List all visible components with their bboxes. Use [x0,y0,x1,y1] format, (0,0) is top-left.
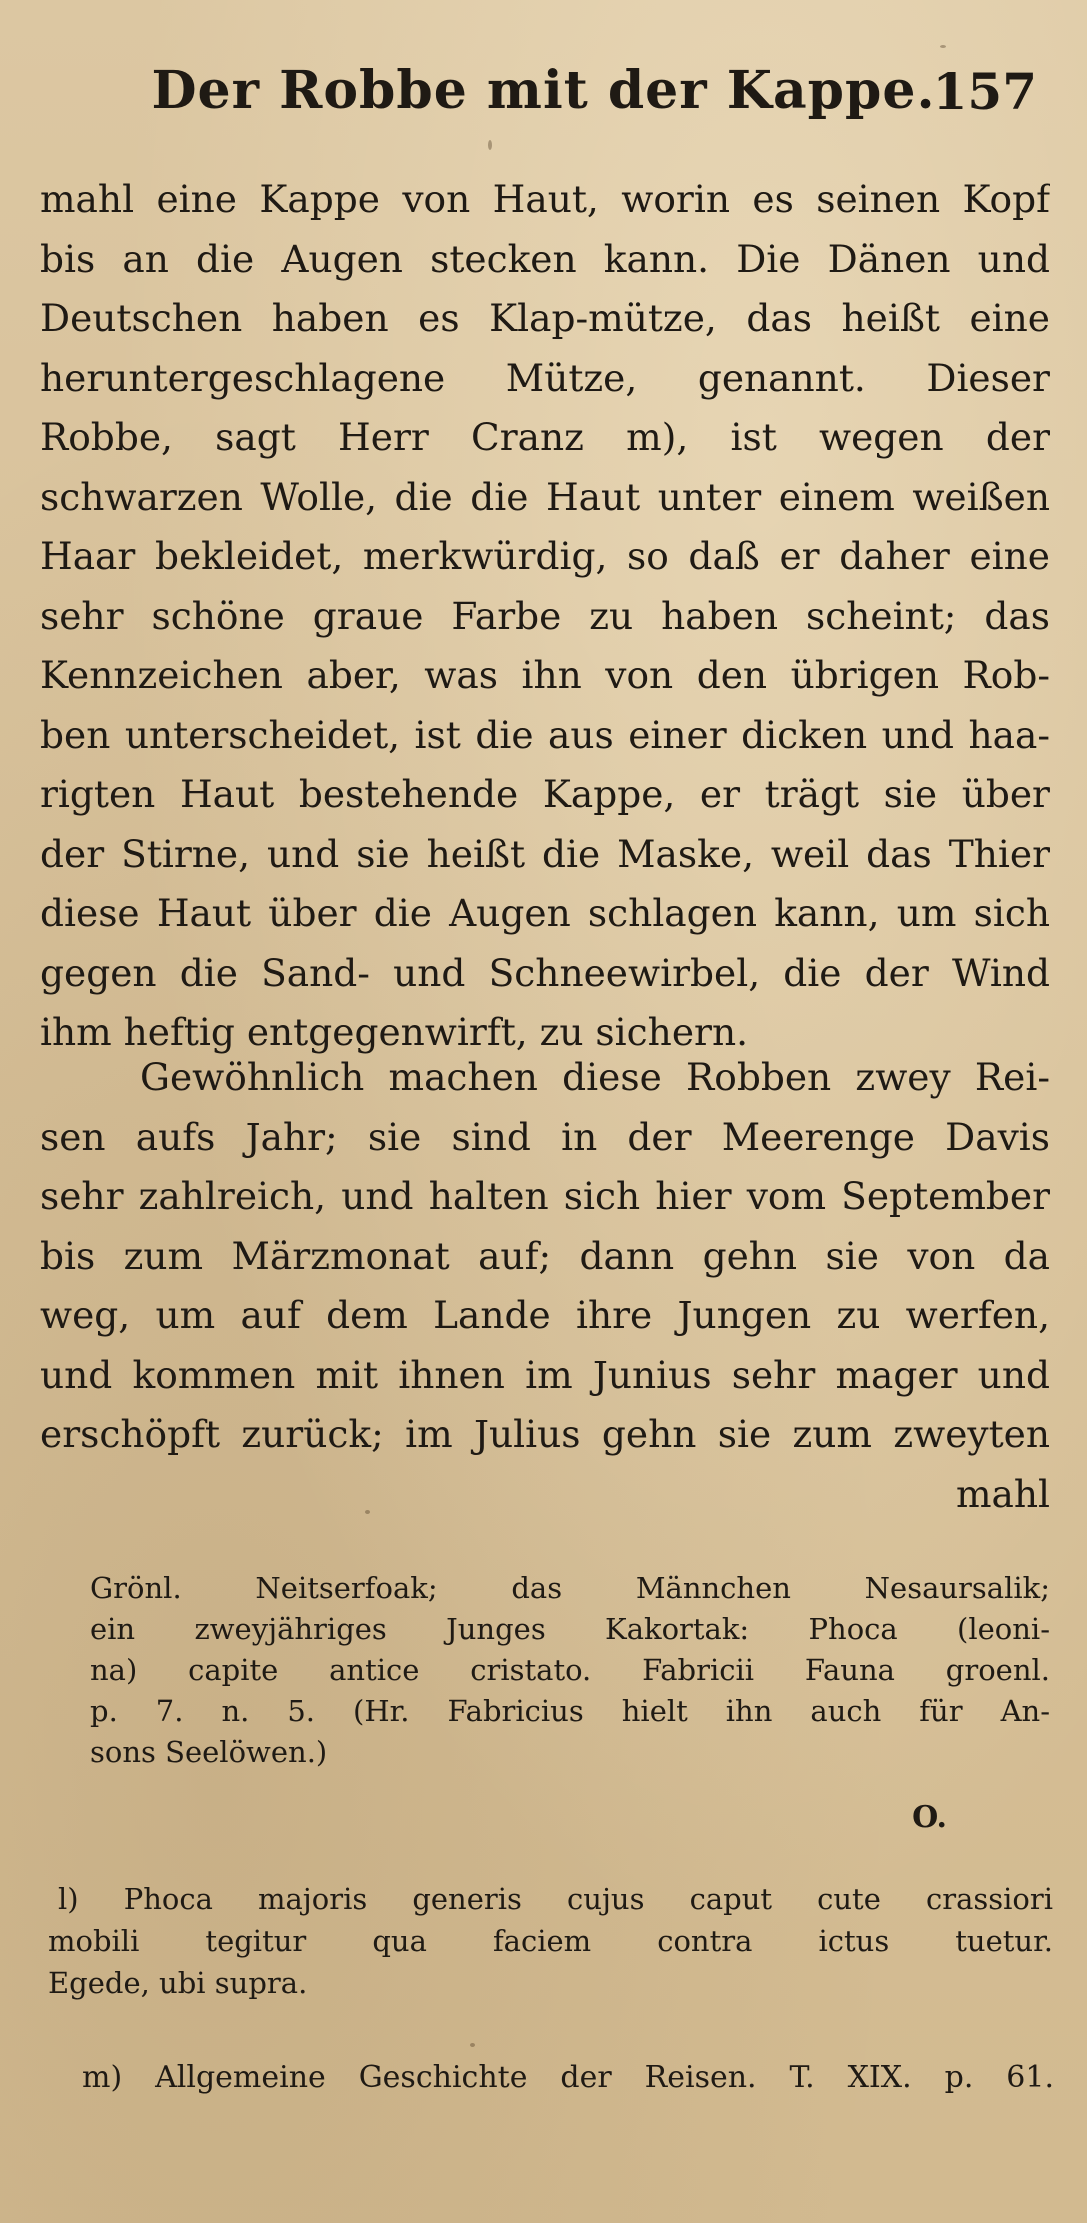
text-line: Robbe, sagt Herr Cranz m), ist wegen der [40,415,1050,459]
text-line: der Stirne, und sie heißt die Maske, weil das Thier [40,831,1050,876]
text-line: heruntergeschlagene Mütze, genannt. Dieser [40,355,1050,400]
footnote-line: na) capite antice cristato. Fabricii Fauna groenl. [90,1653,1050,1687]
footnote-line: ein zweyjähriges Junges Kakortak: Phoca (leoni- [90,1612,1050,1646]
paragraph-1 [40,170,1050,1063]
text-line: und kommen mit ihnen im Junius sehr mager und [40,1352,1050,1397]
text-line: mahl eine Kappe von Haut, worin es seinen Kopf [40,177,1050,221]
footnote-line: mobili tegitur qua faciem contra ictus tuetur. [48,1924,1053,1958]
footnote-line: Grönl. Neitserfoak; das Männchen Nesaursalik; [90,1571,1050,1605]
text-line: erschöpft zurück; im Julius gehn sie zum zweyten [40,1412,1050,1456]
text-line: Gewöhnlich machen diese Robben zwey Rei- [140,1055,1050,1099]
text-line: rigten Haut bestehende Kappe, er trägt sie über [40,772,1050,816]
text-line: bis zum Märzmonat auf; dann gehn sie von da [40,1233,1050,1278]
footnote-line: p. 7. n. 5. (Hr. Fabricius hielt ihn auch für An- [90,1694,1050,1728]
footnote-m: m) Allgemeine Geschichte der Reisen. T. XIX. p. 61. [82,2060,1054,2095]
text-line: ihm heftig entgegenwirft, zu sichern. [40,1010,749,1054]
footnote-signature: O. [912,1800,947,1835]
ink-speck [940,45,946,48]
ink-speck [470,2043,475,2047]
footnote-l [48,1878,1053,2004]
ink-speck [365,1510,370,1514]
text-line: Kennzeichen aber, was ihn von den übrigen Rob- [40,653,1050,697]
footnote-line: l) Phoca majoris generis cujus caput cute crassiori [58,1882,1053,1916]
footnote-line: Egede, ubi supra. [48,1966,308,2000]
ink-speck [1040,262,1045,267]
text-line: Deutschen haben es Klap-mütze, das heißt eine [40,296,1050,340]
text-line: sehr zahlreich, und halten sich hier vom September [40,1174,1050,1218]
footnote-groenland [90,1568,1050,1773]
page-number: 157 [932,62,1037,121]
text-line: Haar bekleidet, merkwürdig, so daß er daher eine [40,534,1050,578]
text-line: schwarzen Wolle, die die Haut unter einem weißen [40,474,1050,519]
ink-speck [488,140,492,150]
text-line: sen aufs Jahr; sie sind in der Meerenge Davis [40,1114,1050,1159]
text-line: ben unterscheidet, ist die aus einer dicken und haa- [40,712,1050,757]
running-title: Der Robbe mit der Kappe. [151,60,936,121]
text-line: diese Haut über die Augen schlagen kann, um sich [40,891,1050,935]
text-line: gegen die Sand- und Schneewirbel, die der Wind [40,950,1050,995]
text-line: bis an die Augen stecken kann. Die Dänen und [40,236,1050,281]
text-line: sehr schöne graue Farbe zu haben scheint; das [40,593,1050,638]
catchword: mahl [955,1471,1050,1516]
paragraph-2 [40,1048,1050,1524]
text-line: weg, um auf dem Lande ihre Jungen zu werfen, [40,1293,1050,1337]
footnote-line: sons Seelöwen.) [90,1735,328,1769]
